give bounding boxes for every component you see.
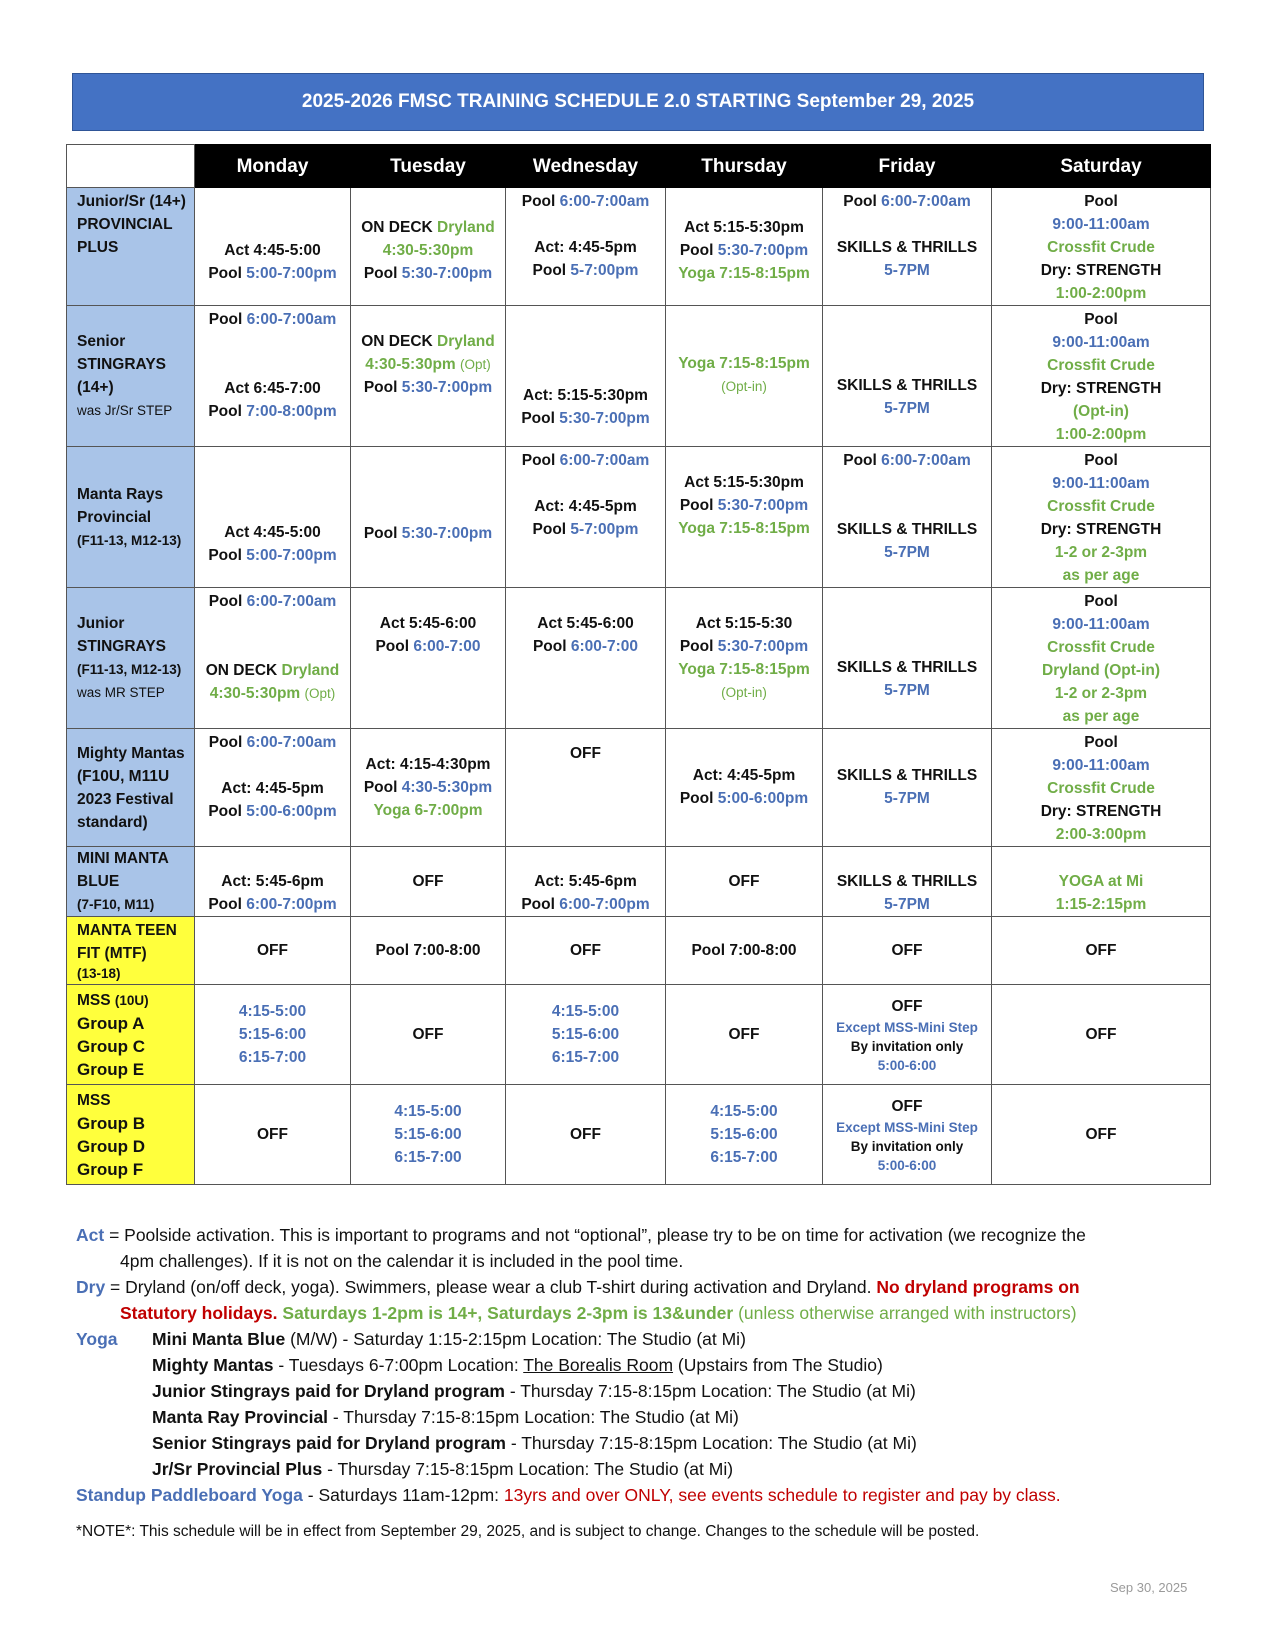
cell-tue: Act: 4:15-4:30pm Pool 4:30-5:30pm Yoga 6-7:00pm [351, 729, 506, 847]
cell-tue: 4:15-5:00 5:15-6:00 6:15-7:00 [351, 1085, 506, 1185]
row-junior-sr-provincial [67, 188, 1211, 306]
cell-sat: OFF [992, 917, 1211, 985]
cell-thu: Pool 7:00-8:00 [666, 917, 823, 985]
cell-sat: OFF [992, 1085, 1211, 1185]
row-senior-stingrays [67, 306, 1211, 447]
row-mss-bdf [67, 1085, 1211, 1185]
cell-sat: YOGA at Mi 1:15-2:15pm [992, 847, 1211, 917]
day-tuesday: Tuesday [351, 145, 506, 188]
row-mighty-mantas [67, 729, 1211, 847]
cell-mon: 4:15-5:00 5:15-6:00 6:15-7:00 [195, 985, 351, 1085]
note-act: Act = Poolside activation. This is important to programs and not “optional”, please try to be on time for activation (we recognize the [76, 1225, 1086, 1245]
cell-tue: OFF [351, 985, 506, 1085]
cell-sat: Pool 9:00-11:00am Crossfit Crude Dry: STRENGTH 2:00-3:00pm [992, 729, 1211, 847]
row-manta-rays-provincial [67, 447, 1211, 588]
group-label: Senior STINGRAYS (14+) was Jr/Sr STEP [67, 306, 195, 447]
header-corner [67, 145, 195, 188]
cell-tue: Pool 5:30-7:00pm [351, 447, 506, 588]
cell-tue: Act 5:45-6:00 Pool 6:00-7:00 [351, 588, 506, 729]
cell-wed: OFF [506, 917, 666, 985]
cell-sat: Pool 9:00-11:00am Crossfit Crude Dryland (Opt-in) 1-2 or 2-3pm as per age [992, 588, 1211, 729]
cell-fri: OFF Except MSS-Mini Step By invitation only 5:00-6:00 [823, 1085, 992, 1185]
cell-mon: Pool 6:00-7:00am ON DECK Dryland 4:30-5:30pm (Opt) [195, 588, 351, 729]
group-label: MSS (10U) Group A Group C Group E [67, 985, 195, 1085]
cell-fri: SKILLS & THRILLS 5-7PM [823, 847, 992, 917]
cell-fri: Pool 6:00-7:00am SKILLS & THRILLS 5-7PM [823, 188, 992, 306]
row-manta-teen-fit [67, 917, 1211, 985]
day-monday: Monday [195, 145, 351, 188]
day-wednesday: Wednesday [506, 145, 666, 188]
cell-tue: Pool 7:00-8:00 [351, 917, 506, 985]
group-label: Manta Rays Provincial (F11-13, M12-13) [67, 447, 195, 588]
cell-fri: OFF Except MSS-Mini Step By invitation only 5:00-6:00 [823, 985, 992, 1085]
day-thursday: Thursday [666, 145, 823, 188]
cell-tue: OFF [351, 847, 506, 917]
cell-thu: 4:15-5:00 5:15-6:00 6:15-7:00 [666, 1085, 823, 1185]
cell-mon: OFF [195, 1085, 351, 1185]
cell-mon: Pool 6:00-7:00am Act 6:45-7:00 Pool 7:00-8:00pm [195, 306, 351, 447]
cell-mon: Act 4:45-5:00 Pool 5:00-7:00pm [195, 447, 351, 588]
cell-tue: ON DECK Dryland 4:30-5:30pm (Opt) Pool 5:30-7:00pm [351, 306, 506, 447]
row-mss-ace [67, 985, 1211, 1085]
day-saturday: Saturday [992, 145, 1211, 188]
cell-thu: Act 5:15-5:30pm Pool 5:30-7:00pm Yoga 7:15-8:15pm [666, 188, 823, 306]
cell-wed: 4:15-5:00 5:15-6:00 6:15-7:00 [506, 985, 666, 1085]
schedule-banner [72, 73, 1204, 131]
group-label: MANTA TEEN FIT (MTF) (13-18) [67, 917, 195, 985]
cell-thu: Act 5:15-5:30pm Pool 5:30-7:00pm Yoga 7:15-8:15pm [666, 447, 823, 588]
cell-fri: OFF [823, 917, 992, 985]
group-label: MINI MANTA BLUE (7-F10, M11) [67, 847, 195, 917]
cell-mon: OFF [195, 917, 351, 985]
cell-sat: OFF [992, 985, 1211, 1085]
cell-thu: OFF [666, 847, 823, 917]
cell-wed: Act: 5:45-6pm Pool 6:00-7:00pm [506, 847, 666, 917]
header-row [67, 145, 1211, 188]
day-friday: Friday [823, 145, 992, 188]
note-yoga: Yoga Mini Manta Blue (M/W) - Saturday 1:15-2:15pm Location: The Studio (at Mi) [76, 1329, 746, 1349]
cell-fri: SKILLS & THRILLS 5-7PM [823, 306, 992, 447]
row-mini-manta-blue [67, 847, 1211, 917]
cell-fri: SKILLS & THRILLS 5-7PM [823, 729, 992, 847]
group-label: Junior/Sr (14+) PROVINCIAL PLUS [67, 188, 195, 306]
cell-thu: Act 5:15-5:30 Pool 5:30-7:00pm Yoga 7:15-8:15pm (Opt-in) [666, 588, 823, 729]
cell-fri: SKILLS & THRILLS 5-7PM [823, 588, 992, 729]
cell-sat: Pool 9:00-11:00am Crossfit Crude Dry: STRENGTH (Opt-in) 1:00-2:00pm [992, 306, 1211, 447]
cell-thu: Act: 4:45-5pm Pool 5:00-6:00pm [666, 729, 823, 847]
note-sup-yoga: Standup Paddleboard Yoga - Saturdays 11am-12pm: 13yrs and over ONLY, see events schedule to register and pay by class. [76, 1485, 1061, 1505]
banner-title: 2025-2026 FMSC TRAINING SCHEDULE 2.0 STARTING September 29, 2025 [301, 91, 975, 112]
cell-wed: Pool 6:00-7:00am Act: 4:45-5pm Pool 5-7:00pm [506, 188, 666, 306]
group-label: Junior STINGRAYS (F11-13, M12-13) was MR STEP [67, 588, 195, 729]
footnote: *NOTE*: This schedule will be in effect from September 29, 2025, and is subject to change. Changes to the schedule will be posted. [76, 1523, 980, 1540]
cell-mon: Pool 6:00-7:00am Act: 4:45-5pm Pool 5:00-6:00pm [195, 729, 351, 847]
row-junior-stingrays [67, 588, 1211, 729]
print-date: Sep 30, 2025 [1110, 1580, 1188, 1595]
cell-sat: Pool 9:00-11:00am Crossfit Crude Dry: STRENGTH 1-2 or 2-3pm as per age [992, 447, 1211, 588]
cell-wed: OFF [506, 729, 666, 847]
cell-mon: Act: 5:45-6pm Pool 6:00-7:00pm [195, 847, 351, 917]
cell-tue: ON DECK Dryland 4:30-5:30pm Pool 5:30-7:00pm [351, 188, 506, 306]
schedule-table [66, 144, 1211, 1185]
cell-wed: Pool 6:00-7:00am Act: 4:45-5pm Pool 5-7:00pm [506, 447, 666, 588]
cell-wed: OFF [506, 1085, 666, 1185]
cell-wed: Act 5:45-6:00 Pool 6:00-7:00 [506, 588, 666, 729]
cell-mon: Act 4:45-5:00 Pool 5:00-7:00pm [195, 188, 351, 306]
cell-fri: Pool 6:00-7:00am SKILLS & THRILLS 5-7PM [823, 447, 992, 588]
group-label: MSS Group B Group D Group F [67, 1085, 195, 1185]
cell-thu: Yoga 7:15-8:15pm (Opt-in) [666, 306, 823, 447]
cell-wed: Act: 5:15-5:30pm Pool 5:30-7:00pm [506, 306, 666, 447]
borealis-room-link[interactable]: The Borealis Room [523, 1355, 674, 1375]
note-dry: Dry = Dryland (on/off deck, yoga). Swimmers, please wear a club T-shirt during activation and Dryland. No dryland programs on [76, 1277, 1080, 1297]
cell-sat: Pool 9:00-11:00am Crossfit Crude Dry: STRENGTH 1:00-2:00pm [992, 188, 1211, 306]
group-label: Mighty Mantas (F10U, M11U 2023 Festival standard) [67, 729, 195, 847]
notes-section: Act = Poolside activation. This is important to programs and not “optional”, please try to be on time for activation (we recognize the 4pm challenges). If it is not on the calendar it is included in the pool time. Dry = Dryland (on/off deck, yoga). Swimmers, please wear a club T-shirt during activation and Dryland. No dryland programs on Statutory holidays. Saturdays 1-2pm is 14+, Saturdays 2-3pm is 13&under (unless otherwise arranged with instructors) Yoga Mini Manta Blue (M/W) - Saturday 1:15-2:15pm Location: The Studio (at Mi) Mighty Mantas - Tuesdays 6-7:00pm Location: The Borealis Room (Upstairs from The Studio) Junior Stingrays paid for Dryland program - Thursday 7:15-8:15pm Location: The Studio (at Mi) Manta Ray Provincial - Thursday 7:15-8:15pm Location: The Studio (at Mi) Senior Stingrays paid for Dryland program - Thursday 7:15-8:15pm Location: The Studio (at Mi) Jr/Sr Provincial Plus - Thursday 7:15-8:15pm Location: The Studio (at Mi) Standup Paddleboard Yoga - Saturdays 11am-12pm: 13yrs and over ONLY, see events schedule to register and pay by class. [76, 1222, 1216, 1508]
cell-thu: OFF [666, 985, 823, 1085]
